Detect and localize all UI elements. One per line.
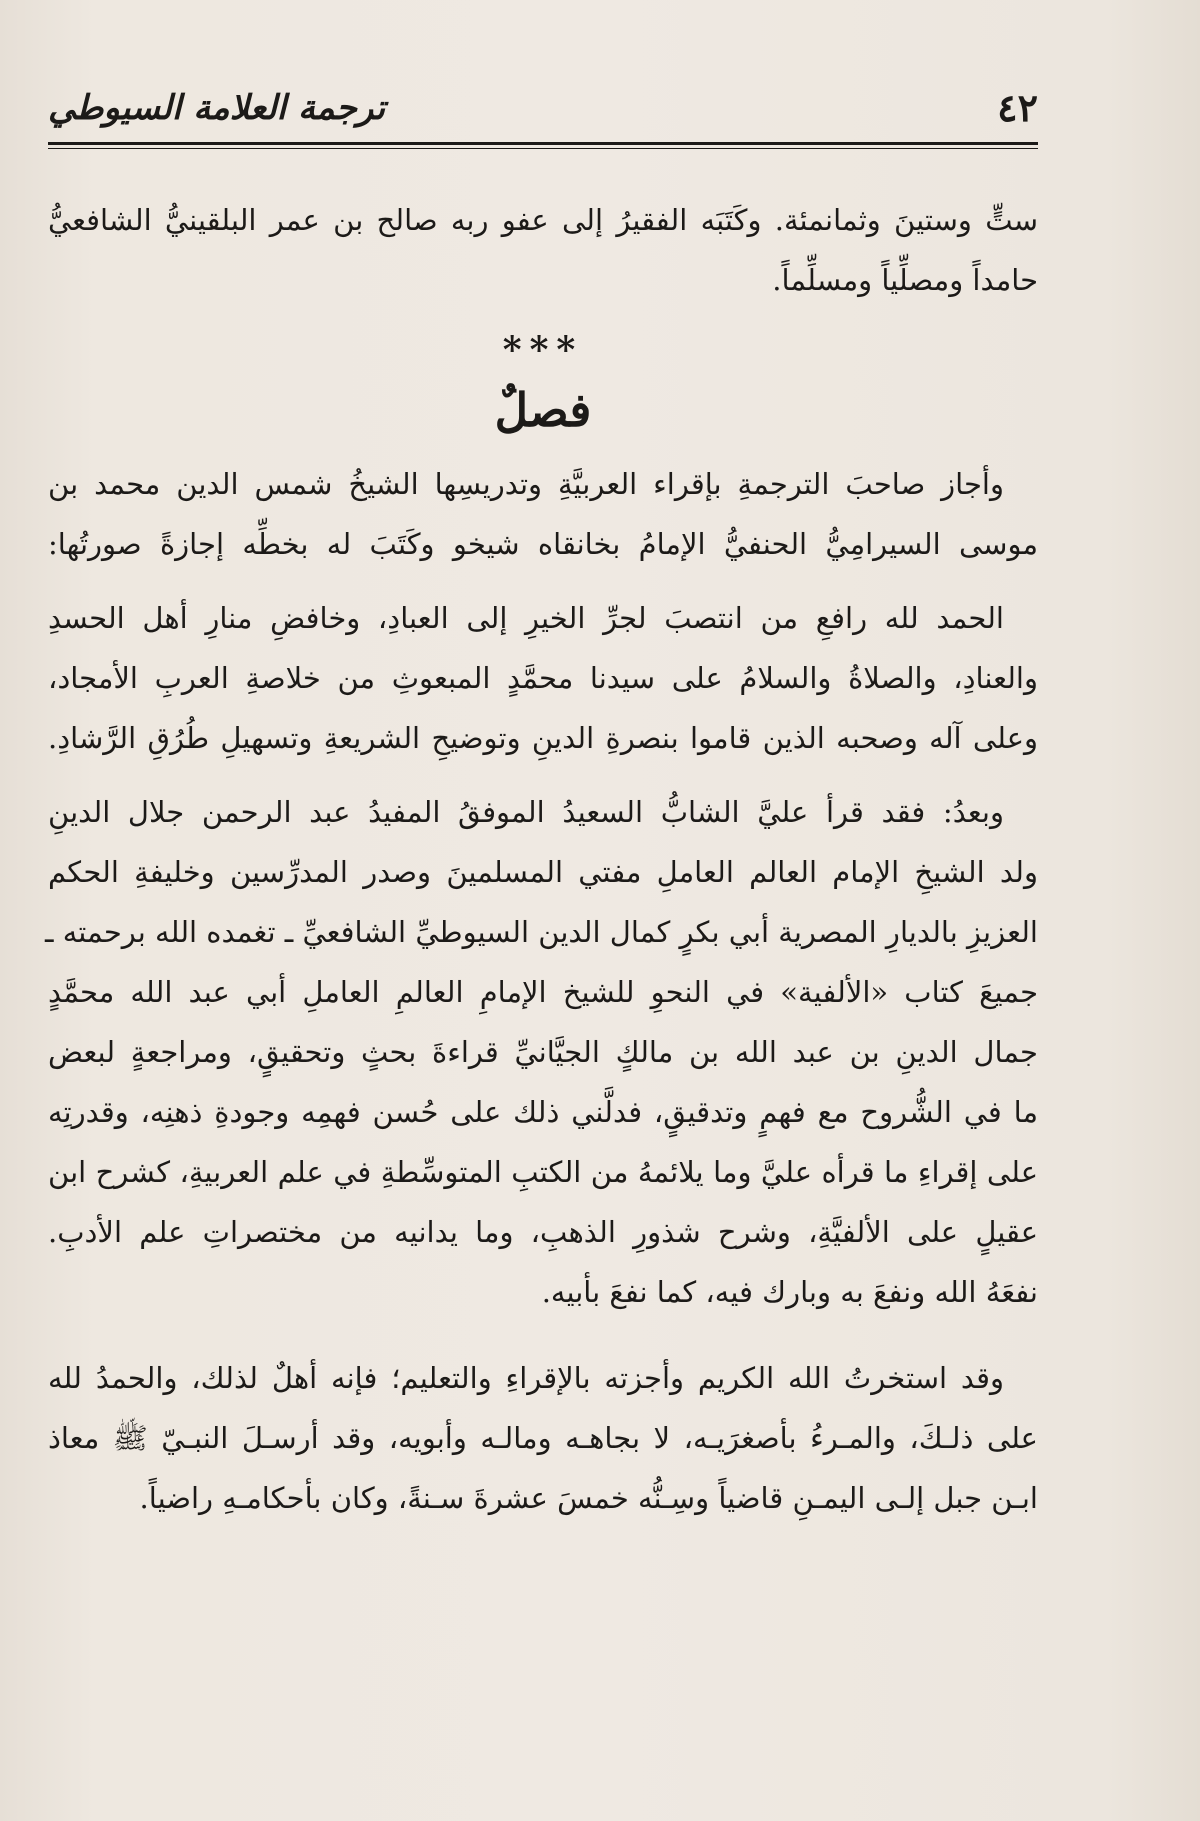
running-title: ترجمة العلامة السيوطي <box>48 88 386 128</box>
section-heading: فصلٌ <box>494 383 592 437</box>
text-line: وعلى آله وصحبه الذين قاموا بنصرةِ الدينِ وتوضيحِ الشريعةِ وتسهيلِ طُرُقِ الرَّشادِ. <box>48 721 1038 755</box>
paragraph <box>48 588 1038 768</box>
paragraph-gap <box>48 574 1038 588</box>
text-line: العزيزِ بالديارِ المصرية أبي بكرٍ كمال الدين السيوطيِّ الشافعيِّ ـ تغمده الله برحمته ـ <box>45 915 1038 949</box>
text-line: ما في الشُّروح مع فهمٍ وتدقيقٍ، فدلَّني ذلك على حُسن فهمِه وجودةِ ذهنِه، وقدرتِه <box>48 1095 1038 1129</box>
text-line: وأجاز صاحبَ الترجمةِ بإقراء العربيَّةِ وتدريسِها الشيخُ شمس الدين محمد بن <box>48 467 1004 501</box>
paragraph <box>48 190 1038 310</box>
page-header <box>48 84 1038 140</box>
page-number: ٤٢ <box>997 85 1038 130</box>
text-line: موسى السيرامِيُّ الحنفيُّ الإمامُ بخانقاه شيخو وكَتَبَ له بخطِّه إجازةً صورتُها: <box>48 527 1038 561</box>
header-rule <box>48 142 1038 145</box>
paragraph <box>48 454 1038 574</box>
text-line: الحمد لله رافعِ من انتصبَ لجرِّ الخيرِ إلى العبادِ، وخافضِ منارِ أهل الحسدِ <box>48 601 1004 635</box>
text-line: وقد استخرتُ الله الكريم وأجزته بالإقراءِ والتعليم؛ فإنه أهلٌ لذلك، والحمدُ لله <box>48 1361 1004 1395</box>
section-separator: *** <box>502 329 584 371</box>
text-line: وبعدُ: فقد قرأ عليَّ الشابُّ السعيدُ الموفقُ المفيدُ عبد الرحمن جلال الدينِ <box>48 795 1004 829</box>
text-line: والعنادِ، والصلاةُ والسلامُ على سيدنا محمَّدٍ المبعوثِ من خلاصةِ العربِ الأمجاد، <box>48 661 1038 695</box>
text-line: على ذلـكَ، والمـرءُ بأصغرَيـه، لا بجاهـه ومالـه وأبويه، وقد أرسـلَ النبـيّ ﷺ معاذ <box>48 1421 1038 1455</box>
body-text <box>45 190 1038 1528</box>
text-line: نفعَهُ الله ونفعَ به وبارك فيه، كما نفعَ بأبيه. <box>541 1275 1038 1309</box>
header-rule-thin <box>48 148 1038 149</box>
text-line: جميعَ كتاب «الألفية» في النحوِ للشيخ الإمامِ العالمِ العاملِ أبي عبد الله محمَّدٍ <box>48 975 1038 1009</box>
text-line: ابـن جبل إلـى اليمـنِ قاضياً وسِـنُّه خمسَ عشرةَ سـنةً، وكان بأحكامـهِ راضياً. <box>139 1481 1038 1515</box>
text-line: عقيلٍ على الألفيَّةِ، وشرح شذورِ الذهبِ، وما يدانيه من مختصراتِ علم الأدبِ. <box>48 1215 1038 1249</box>
text-line: على إقراءِ ما قرأه عليَّ وما يلائمهُ من الكتبِ المتوسِّطةِ في علم العربيةِ، كشرح ابن <box>48 1155 1038 1189</box>
paragraph <box>45 782 1038 1322</box>
text-line: جمال الدينِ بن عبد الله بن مالكٍ الجيَّانيِّ قراءةَ بحثٍ وتحقيقٍ، ومراجعةٍ لبعض <box>48 1035 1038 1069</box>
paragraph-gap <box>48 1322 1038 1348</box>
text-line: حامداً ومصلِّياً ومسلِّماً. <box>772 263 1038 297</box>
paragraph-gap <box>48 768 1038 782</box>
text-line: ستٍّ وستينَ وثمانمئة. وكَتَبَه الفقيرُ إلى عفو ربه صالح بن عمر البلقينيُّ الشافعيُّ <box>48 203 1038 237</box>
text-line: ولد الشيخِ الإمام العالم العاملِ مفتي المسلمينَ وصدر المدرِّسين وخليفةِ الحكم <box>48 855 1038 889</box>
paragraph <box>48 1348 1038 1528</box>
